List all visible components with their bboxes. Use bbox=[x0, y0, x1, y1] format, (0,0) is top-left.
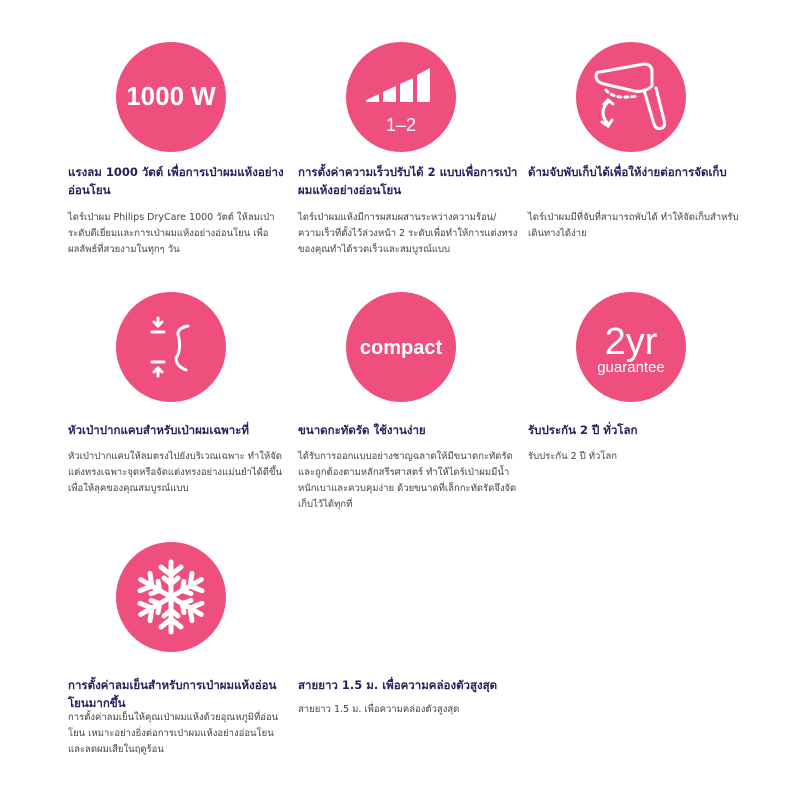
speed-settings-icon bbox=[346, 42, 456, 152]
cool-shot-circle bbox=[116, 542, 226, 652]
svg-text:1–2: 1–2 bbox=[385, 115, 417, 135]
feature-title: หัวเป่าปากแคบสำหรับเป่าผมเฉพาะที่ bbox=[68, 423, 249, 437]
nozzle-circle bbox=[116, 292, 226, 402]
feature-description: หัวเป่าปากแคบให้ลมตรงไปยังบริเวณเฉพาะ ทำให้จัดแต่งทรงเฉพาะจุดหรือจัดแต่งทรงอย่างแม่นยำได้ดีขึ้น เพื่อให้ลุคของคุณสมบูรณ์แบบ bbox=[68, 451, 282, 494]
svg-text:2yr: 2yr bbox=[604, 321, 658, 363]
feature-title: แรงลม 1000 วัตต์ เพื่อการเป่าผมแห้งอย่างอ่อนโยน bbox=[68, 165, 284, 197]
guarantee-circle bbox=[576, 292, 686, 402]
feature-description: รับประกัน 2 ปี ทั่วโลก bbox=[528, 451, 618, 462]
feature-title: ด้ามจับพับเก็บได้เพื่อให้ง่ายต่อการจัดเก็บ bbox=[528, 165, 727, 179]
1000w-power-icon bbox=[116, 42, 226, 152]
feature-title: การตั้งค่าความเร็วปรับได้ 2 แบบเพื่อการเป่าผมแห้งอย่างอ่อนโยน bbox=[298, 165, 518, 197]
foldable-handle-icon bbox=[576, 42, 686, 152]
feature-description: ได้รับการออกแบบอย่างชาญฉลาดให้มีขนาดกะทัดรัดและถูกต้องตามหลักสรีรศาสตร์ ทำให้ไดร์เป่าผมมีน้ำหนักเบาและควบคุมง่าย ด้วยขนาดที่เล็กกะทัดรัดจึงจัดเก็บไว้ได้ทุกที่ bbox=[298, 451, 517, 510]
power-circle bbox=[116, 42, 226, 152]
feature-description: ไดร์เป่าผมมีที่จับที่สามารถพับได้ ทำให้จัดเก็บสำหรับเดินทางได้ง่าย bbox=[528, 212, 739, 239]
narrow-nozzle-icon bbox=[116, 292, 226, 402]
2yr-guarantee-icon bbox=[576, 292, 686, 402]
svg-text:guarantee: guarantee bbox=[597, 359, 665, 376]
feature-title: ขนาดกะทัดรัด ใช้งานง่าย bbox=[298, 423, 426, 437]
speed-circle bbox=[346, 42, 456, 152]
feature-description: การตั้งค่าลมเย็นให้คุณเป่าผมแห้งด้วยอุณหภูมิที่อ่อนโยน เหมาะอย่างยิ่งต่อการเป่าผมแห้งอย่างอ่อนโยนและลดผมเสียในฤดูร้อน bbox=[68, 712, 279, 755]
svg-text:1000 W: 1000 W bbox=[126, 81, 216, 111]
feature-title: สายยาว 1.5 ม. เพื่อความคล่องตัวสูงสุด bbox=[298, 678, 498, 692]
feature-description: ไดร์เป่าผมแห้งมีการผสมผสานระหว่างความร้อน/ความเร็วที่ตั้งไว้ล่วงหน้า 2 ระดับเพื่อทำให้การแต่งทรงของคุณทำได้รวดเร็วและสมบูรณ์แบบ bbox=[298, 212, 518, 255]
snowflake-icon bbox=[116, 542, 226, 652]
compact-circle bbox=[346, 292, 456, 402]
feature-title: การตั้งค่าลมเย็นสำหรับการเป่าผมแห้งอ่อนโยนมากขึ้น bbox=[68, 678, 277, 710]
compact-icon bbox=[346, 292, 456, 402]
foldable-circle bbox=[576, 42, 686, 152]
feature-description: ไดร์เป่าผม Philips DryCare 1000 วัตต์ ให้ลมเป่าระดับดีเยี่ยมและการเป่าผมแห้งอย่างอ่อนโยน เพื่อผลลัพธ์ที่สวยงามในทุกๆ วัน bbox=[68, 212, 275, 255]
svg-text:compact: compact bbox=[359, 337, 443, 359]
feature-title: รับประกัน 2 ปี ทั่วโลก bbox=[528, 423, 638, 437]
feature-description: สายยาว 1.5 ม. เพื่อความคล่องตัวสูงสุด bbox=[298, 704, 460, 715]
